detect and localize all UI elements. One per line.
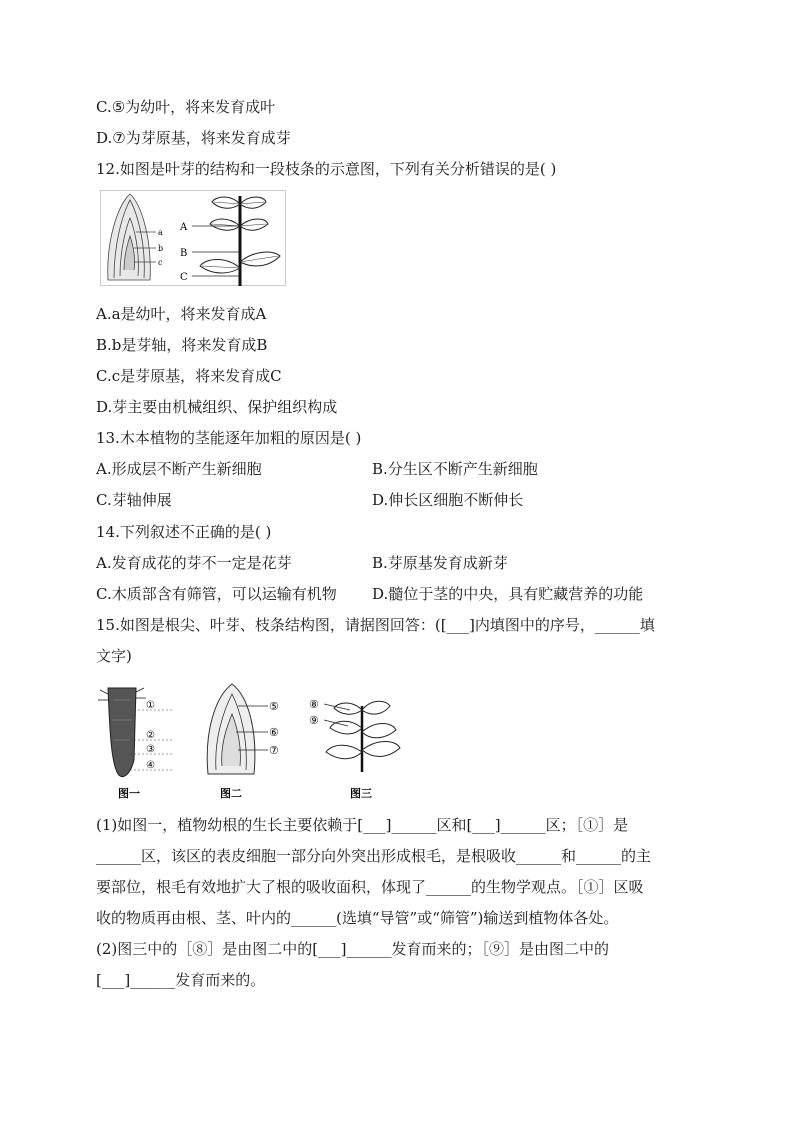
q12-option-b: B.b是芽轴，将来发育成B xyxy=(96,336,268,354)
bud-label-b: b xyxy=(158,244,164,253)
q12-option-d: D.芽主要由机械组织、保护组织构成 xyxy=(96,398,338,416)
q15-part1-line3: 要部位，根毛有效地扩大了根的吸收面积，体现了______的生物学观点。［①］区吸 xyxy=(96,878,644,896)
bud-label-6: ⑥ xyxy=(269,726,279,739)
bud-label-5: ⑤ xyxy=(269,700,279,713)
q12-option-a: A.a是幼叶，将来发育成A xyxy=(96,305,267,323)
bud-label-a: a xyxy=(158,228,163,237)
option-c-q11: C.⑤为幼叶，将来发育成叶 xyxy=(96,98,276,116)
caption-figure-1: 图一 xyxy=(118,787,140,800)
leaf-bud-drawing-2 xyxy=(207,684,279,800)
q14-option-d: D.髓位于茎的中央，具有贮藏营养的功能 xyxy=(372,585,644,603)
bud-label-c: c xyxy=(158,258,163,267)
question-15: 15.如图是根尖、叶芽、枝条结构图，请据图回答：([___]内填图中的序号，______填 xyxy=(96,616,655,634)
q14-option-b: B.芽原基发育成新芽 xyxy=(372,554,508,572)
question-15-cont: 文字) xyxy=(96,647,132,665)
q15-part2-line1: (2)图三中的［⑧］是由图二中的[___]______发育而来的；［⑨］是由图二中的 xyxy=(96,940,609,958)
q13-option-d: D.伸长区细胞不断伸长 xyxy=(372,491,524,509)
q15-part2-line2: [___]______发育而来的。 xyxy=(96,971,266,989)
root-label-1: ① xyxy=(146,700,155,711)
stem-label-B: B xyxy=(180,248,188,259)
q14-option-c: C.木质部含有筛管，可以运输有机物 xyxy=(96,585,337,603)
q12-option-c: C.c是芽原基，将来发育成C xyxy=(96,367,282,385)
root-label-3: ③ xyxy=(146,744,155,755)
q14-option-a: A.发育成花的芽不一定是花芽 xyxy=(96,554,292,572)
stem-label-C: C xyxy=(180,272,188,283)
option-d-q11: D.⑦为芽原基，将来发育成芽 xyxy=(96,129,291,147)
root-label-2: ② xyxy=(146,730,155,741)
branch-drawing xyxy=(200,196,280,286)
q15-part1-line4: 收的物质再由根、茎、叶内的______(选填“导管”或“筛管”)输送到植物体各处。 xyxy=(96,909,619,927)
question-13: 13.木本植物的茎能逐年加粗的原因是( ) xyxy=(96,429,362,447)
caption-figure-3: 图三 xyxy=(350,787,372,800)
branch-drawing-2 xyxy=(309,698,400,800)
leaf-bud-drawing xyxy=(108,194,150,280)
root-tip-drawing xyxy=(98,688,174,800)
q13-option-b: B.分生区不断产生新细胞 xyxy=(372,460,538,478)
q13-option-a: A.形成层不断产生新细胞 xyxy=(96,460,262,478)
figure-12 xyxy=(100,190,286,286)
branch-label-8: ⑧ xyxy=(309,698,319,711)
bud-label-7: ⑦ xyxy=(269,744,279,757)
root-label-4: ④ xyxy=(146,760,155,771)
q15-part1-line1: (1)如图一，植物幼根的生长主要依赖于[___]______区和[___]______区；［①］是 xyxy=(96,816,629,834)
question-14: 14.下列叙述不正确的是( ) xyxy=(96,523,272,541)
q15-part1-line2: ______区，该区的表皮细胞一部分向外突出形成根毛，是根吸收______和______的主 xyxy=(96,847,652,865)
stem-label-A: A xyxy=(180,222,188,233)
q13-option-c: C.芽轴伸展 xyxy=(96,491,172,509)
figure-15 xyxy=(96,680,416,802)
question-12: 12.如图是叶芽的结构和一段枝条的示意图，下列有关分析错误的是( ) xyxy=(96,160,557,178)
branch-label-9: ⑨ xyxy=(309,714,319,727)
caption-figure-2: 图二 xyxy=(220,787,242,800)
